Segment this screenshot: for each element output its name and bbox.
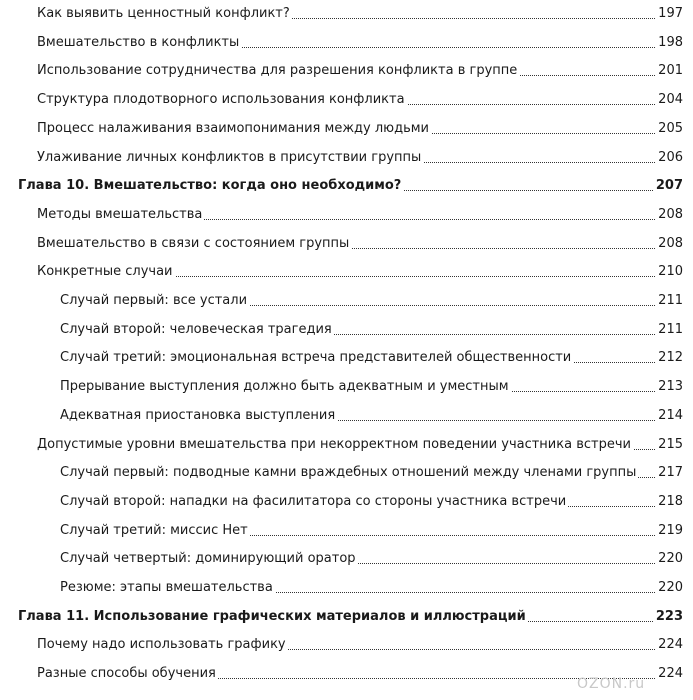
toc-entry-page: 219 (656, 521, 683, 541)
toc-entry-page: 217 (656, 463, 683, 483)
toc-entry (0, 377, 683, 397)
toc-entry-title: Как выявить ценностный конфликт? (37, 4, 292, 24)
toc-entry-title: Глава 10. Вмешательство: когда оно необходимо? (18, 176, 403, 196)
toc-entry-title: Случай первый: все устали (60, 291, 249, 311)
toc-entry-title: Конкретные случаи (37, 262, 175, 282)
toc-entry-page: 212 (656, 348, 683, 368)
toc-entry-title: Разные способы обучения (37, 664, 218, 684)
toc-entry-title: Случай второй: человеческая трагедия (60, 320, 334, 340)
toc-entry (0, 435, 683, 455)
toc-entry (0, 521, 683, 541)
toc-entry-page: 210 (656, 262, 683, 282)
toc-entry-title: Случай третий: миссис Нет (60, 521, 250, 541)
toc-entry (0, 90, 683, 110)
toc-entry-title: Использование сотрудничества для разрешения конфликта в группе (37, 61, 519, 81)
toc-entry (0, 635, 683, 655)
toc-entry-page: 223 (654, 607, 683, 627)
toc-entry-title: Случай четвертый: доминирующий оратор (60, 549, 358, 569)
toc-chapter (0, 607, 683, 627)
toc-entry (0, 463, 683, 483)
toc-entry-title: Улаживание личных конфликтов в присутствии группы (37, 148, 423, 168)
toc-entry (0, 234, 683, 254)
toc-entry-title: Вмешательство в конфликты (37, 33, 241, 53)
toc-entry-title: Глава 11. Использование графических материалов и иллюстраций (18, 607, 528, 627)
toc-entry (0, 33, 683, 53)
toc-entry-page: 224 (656, 664, 683, 684)
toc-entry-page: 211 (656, 291, 683, 311)
toc-entry-page: 206 (656, 148, 683, 168)
toc-entry-page: 224 (656, 635, 683, 655)
toc-entry-page: 220 (656, 578, 683, 598)
toc-entry-title: Случай второй: нападки на фасилитатора со стороны участника встречи (60, 492, 568, 512)
toc-entry (0, 119, 683, 139)
toc-entry-page: 211 (656, 320, 683, 340)
toc-entry-title: Процесс налаживания взаимопонимания между людьми (37, 119, 431, 139)
toc-entry (0, 320, 683, 340)
toc-entry-page: 204 (656, 90, 683, 110)
toc-entry-page: 214 (656, 406, 683, 426)
toc-entry (0, 4, 683, 24)
toc-entry-title: Вмешательство в связи с состоянием группы (37, 234, 351, 254)
toc-entry-title: Почему надо использовать графику (37, 635, 288, 655)
toc-entry (0, 406, 683, 426)
toc-entry-page: 201 (656, 61, 683, 81)
toc-entry (0, 549, 683, 569)
toc-entry-title: Допустимые уровни вмешательства при некорректном поведении участника встречи (37, 435, 633, 455)
toc-entry-title: Случай первый: подводные камни враждебных отношений между членами группы (60, 463, 638, 483)
toc-entry-page: 208 (656, 234, 683, 254)
toc-entry-page: 197 (656, 4, 683, 24)
toc-entry-page: 198 (656, 33, 683, 53)
toc-entry-title: Прерывание выступления должно быть адекватным и уместным (60, 377, 511, 397)
toc-entry-page: 205 (656, 119, 683, 139)
toc-entry-title: Резюме: этапы вмешательства (60, 578, 275, 598)
toc-entry-page: 220 (656, 549, 683, 569)
toc-entry-title: Структура плодотворного использования конфликта (37, 90, 407, 110)
toc-entry (0, 148, 683, 168)
toc-chapter (0, 176, 683, 196)
toc-entry-page: 213 (656, 377, 683, 397)
toc-entry (0, 205, 683, 225)
toc-entry-page: 215 (656, 435, 683, 455)
toc-entry (0, 262, 683, 282)
watermark: OZON.ru (577, 676, 646, 692)
toc-entry-title: Адекватная приостановка выступления (60, 406, 337, 426)
toc-entry-page: 218 (656, 492, 683, 512)
toc-entry (0, 61, 683, 81)
toc-entry (0, 578, 683, 598)
toc-entry (0, 291, 683, 311)
toc-entry (0, 492, 683, 512)
toc-entry-title: Методы вмешательства (37, 205, 204, 225)
toc-entry (0, 348, 683, 368)
toc-entry-title: Случай третий: эмоциональная встреча представителей общественности (60, 348, 573, 368)
toc-entry-page: 207 (654, 176, 683, 196)
toc-entry-page: 208 (656, 205, 683, 225)
